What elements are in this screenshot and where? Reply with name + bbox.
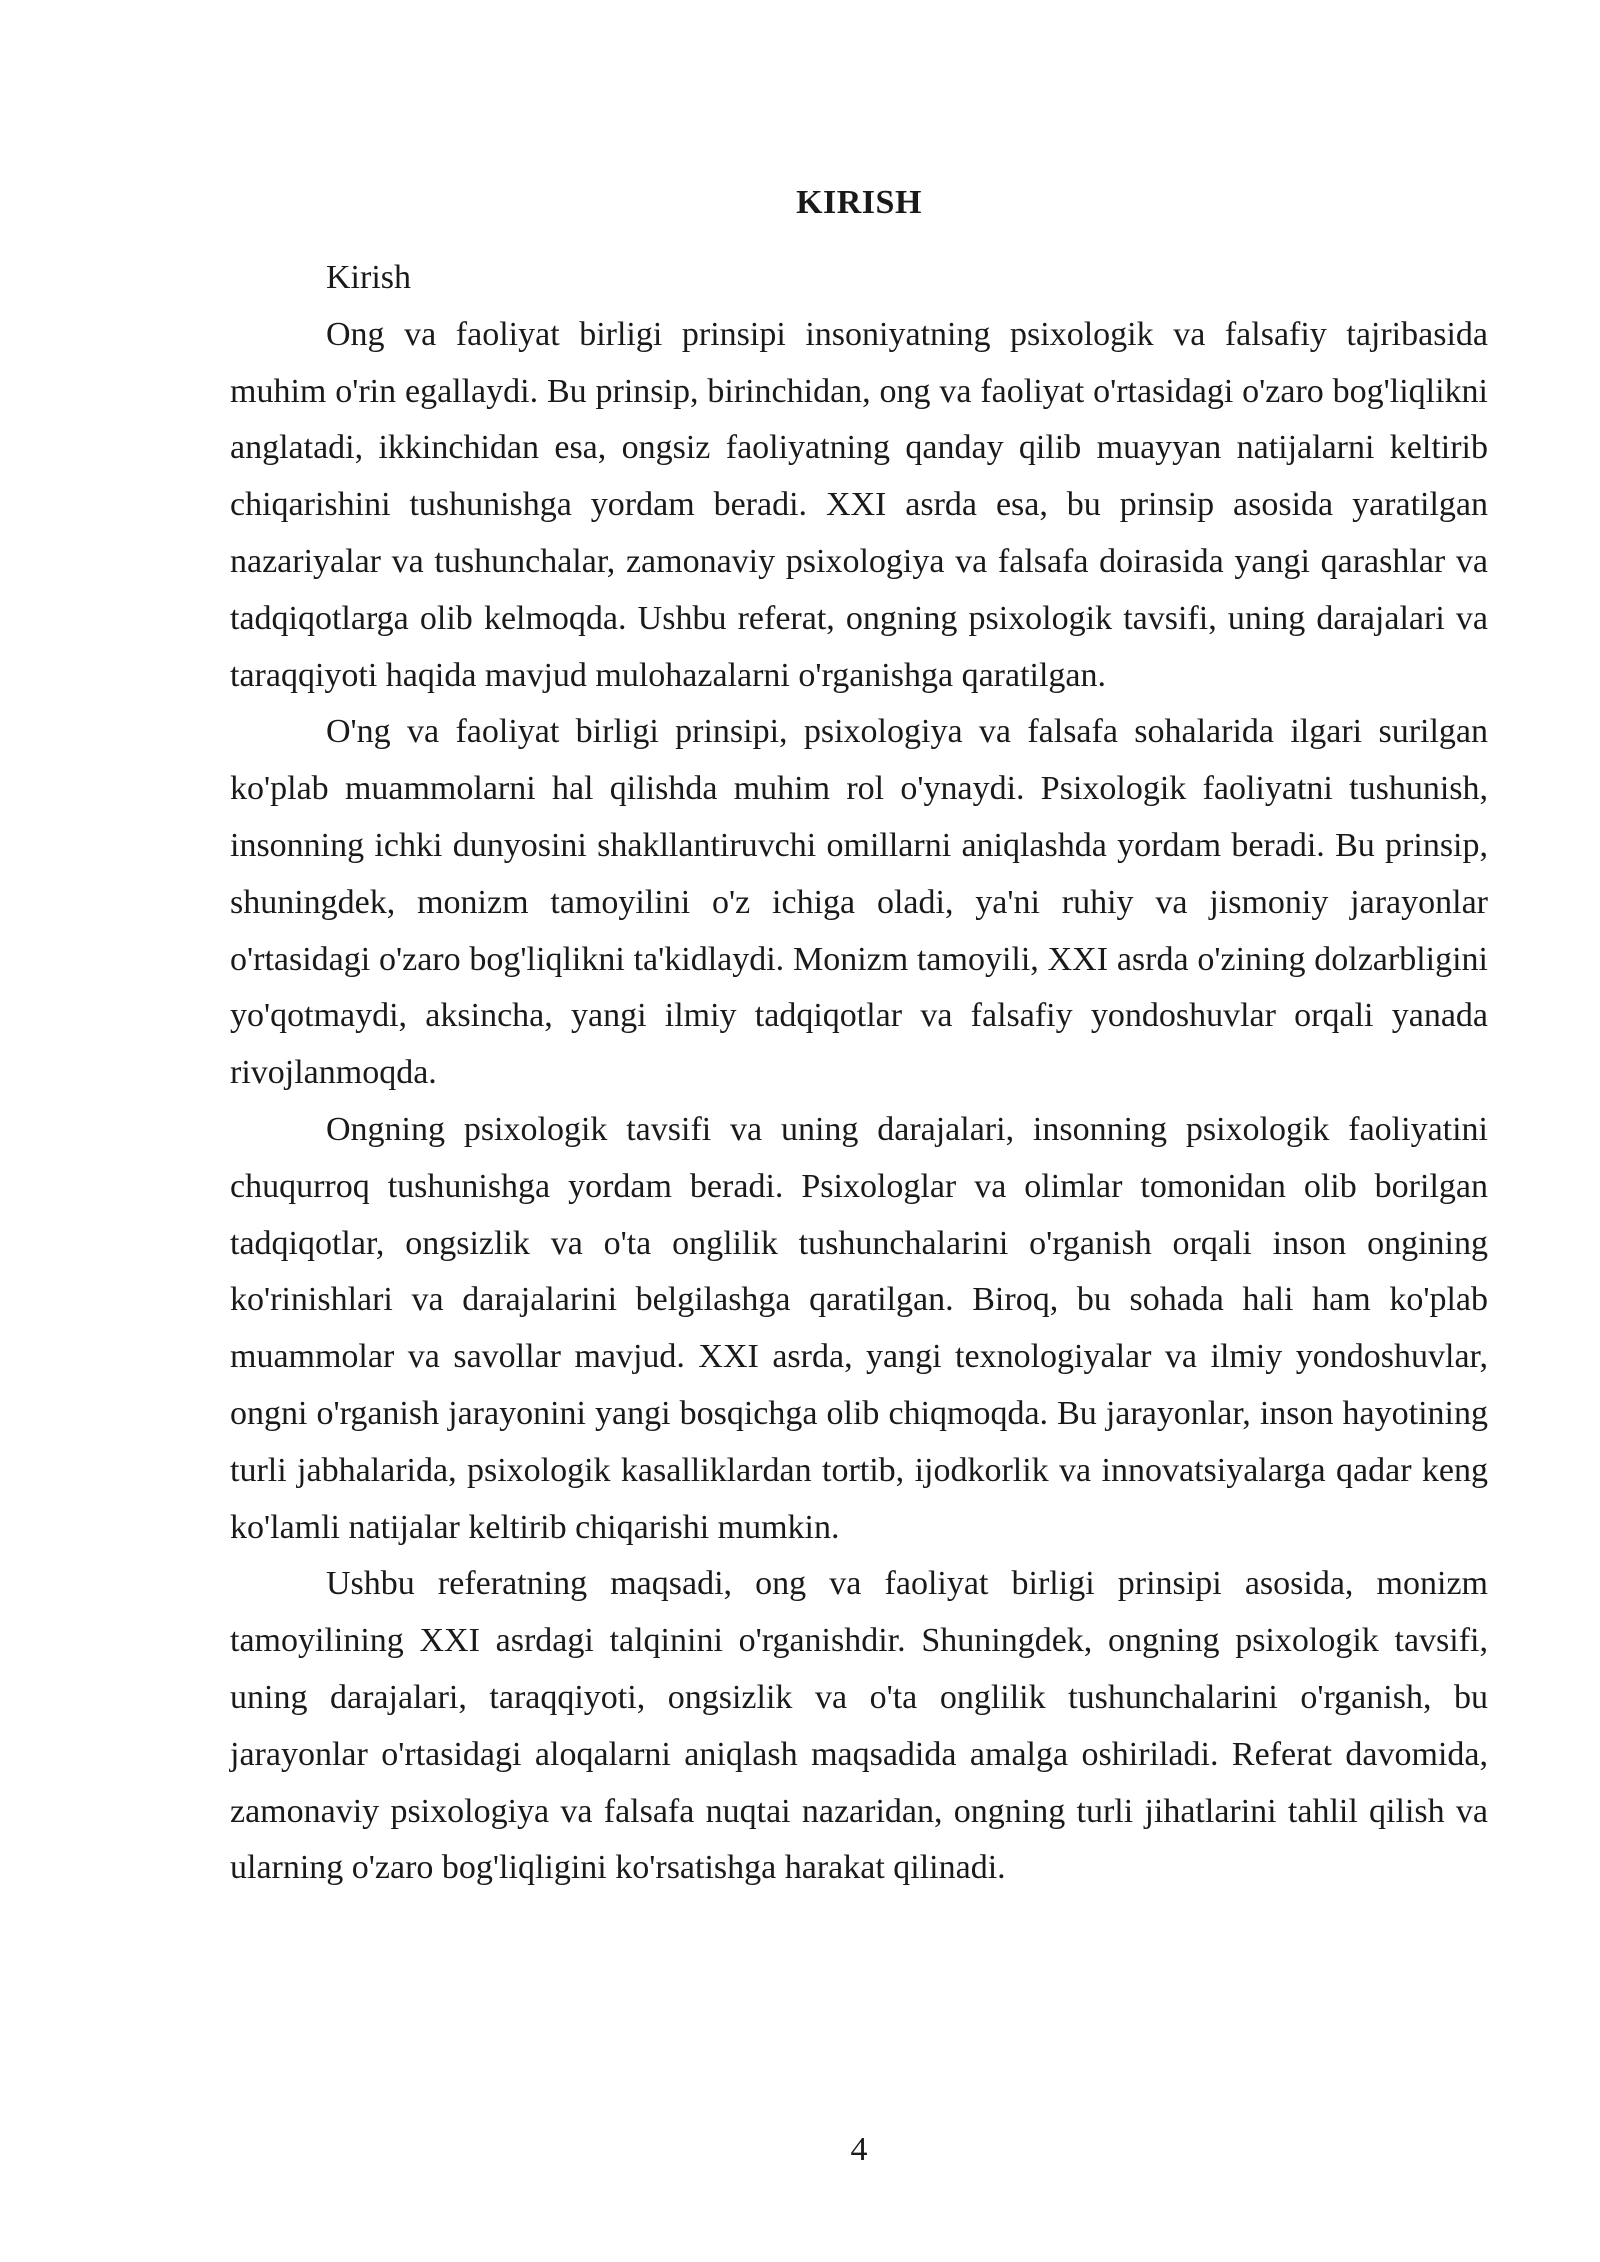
paragraph-heading-kirish: Kirish — [326, 259, 411, 296]
paragraph: O'ng va faoliyat birligi prinsipi, psixologiya va falsafa sohalarida ilgari surilgan ko'plab muammolarni hal qilishda muhim rol o'ynaydi. Psixologik faoliyatni tushunish, insonning ichki dunyosini shakllantiruvchi omillarni aniqlashda yordam beradi. Bu prinsip, shuningdek, monizm tamoyilini o'z ichiga oladi, ya'ni ruhiy va jismoniy jarayonlar o'rtasidagi o'zaro bog'liqlikni ta'kidlaydi. Monizm tamoyili, XXI asrda o'zining dolzarbligini yo'qotmaydi, aksincha, yangi ilmiy tadqiqotlar va falsafiy yondoshuvlar orqali yanada rivojlanmoqda. — [230, 713, 1488, 1092]
page-number: 4 — [850, 2131, 868, 2168]
page-title: KIRISH — [796, 183, 922, 221]
paragraph: Ong va faoliyat birligi prinsipi insoniyatning psixologik va falsafiy tajribasida muhim o'rin egallaydi. Bu prinsip, birinchidan, ong va faoliyat o'rtasidagi o'zaro bog'liqlikni anglatadi, ikkinchidan esa, ongsiz faoliyatning qanday qilib muayyan natijalarni keltirib chiqarishini tushunishga yordam beradi. XXI asrda esa, bu prinsip asosida yaratilgan nazariyalar va tushunchalar, zamonaviy psixologiya va falsafa doirasida yangi qarashlar va tadqiqotlarga olib kelmoqda. Ushbu referat, ongning psixologik tavsifi, uning darajalari va taraqqiyoti haqida mavjud mulohazalarni o'rganishga qaratilgan. — [230, 315, 1488, 694]
paragraph: Ushbu referatning maqsadi, ong va faoliyat birligi prinsipi asosida, monizm tamoyilining XXI asrdagi talqinini o'rganishdir. Shuningdek, ongning psixologik tavsifi, uning darajalari, taraqqiyoti, ongsizlik va o'ta onglilik tushunchalarini o'rganish, bu jarayonlar o'rtasidagi aloqalarni aniqlash maqsadida amalga oshiriladi. Referat davomida, zamonaviy psixologiya va falsafa nuqtai nazaridan, ongning turli jihatlarini tahlil qilish va ularning o'zaro bog'liqligini ko'rsatishga harakat qilinadi. — [230, 1565, 1488, 1887]
body-text — [230, 250, 1488, 1897]
paragraph: Ongning psixologik tavsifi va uning darajalari, insonning psixologik faoliyatini chuqurroq tushunishga yordam beradi. Psixologlar va olimlar tomonidan olib borilgan tadqiqotlar, ongsizlik va o'ta onglilik tushunchalarini o'rganish orqali inson ongining ko'rinishlari va darajalarini belgilashga qaratilgan. Biroq, bu sohada hali ham ko'plab muammolar va savollar mavjud. XXI asrda, yangi texnologiyalar va ilmiy yondoshuvlar, ongni o'rganish jarayonini yangi bosqichga olib chiqmoqda. Bu jarayonlar, inson hayotining turli jabhalarida, psixologik kasalliklardan tortib, ijodkorlik va innovatsiyalarga qadar keng ko'lamli natijalar keltirib chiqarishi mumkin. — [230, 1110, 1488, 1546]
